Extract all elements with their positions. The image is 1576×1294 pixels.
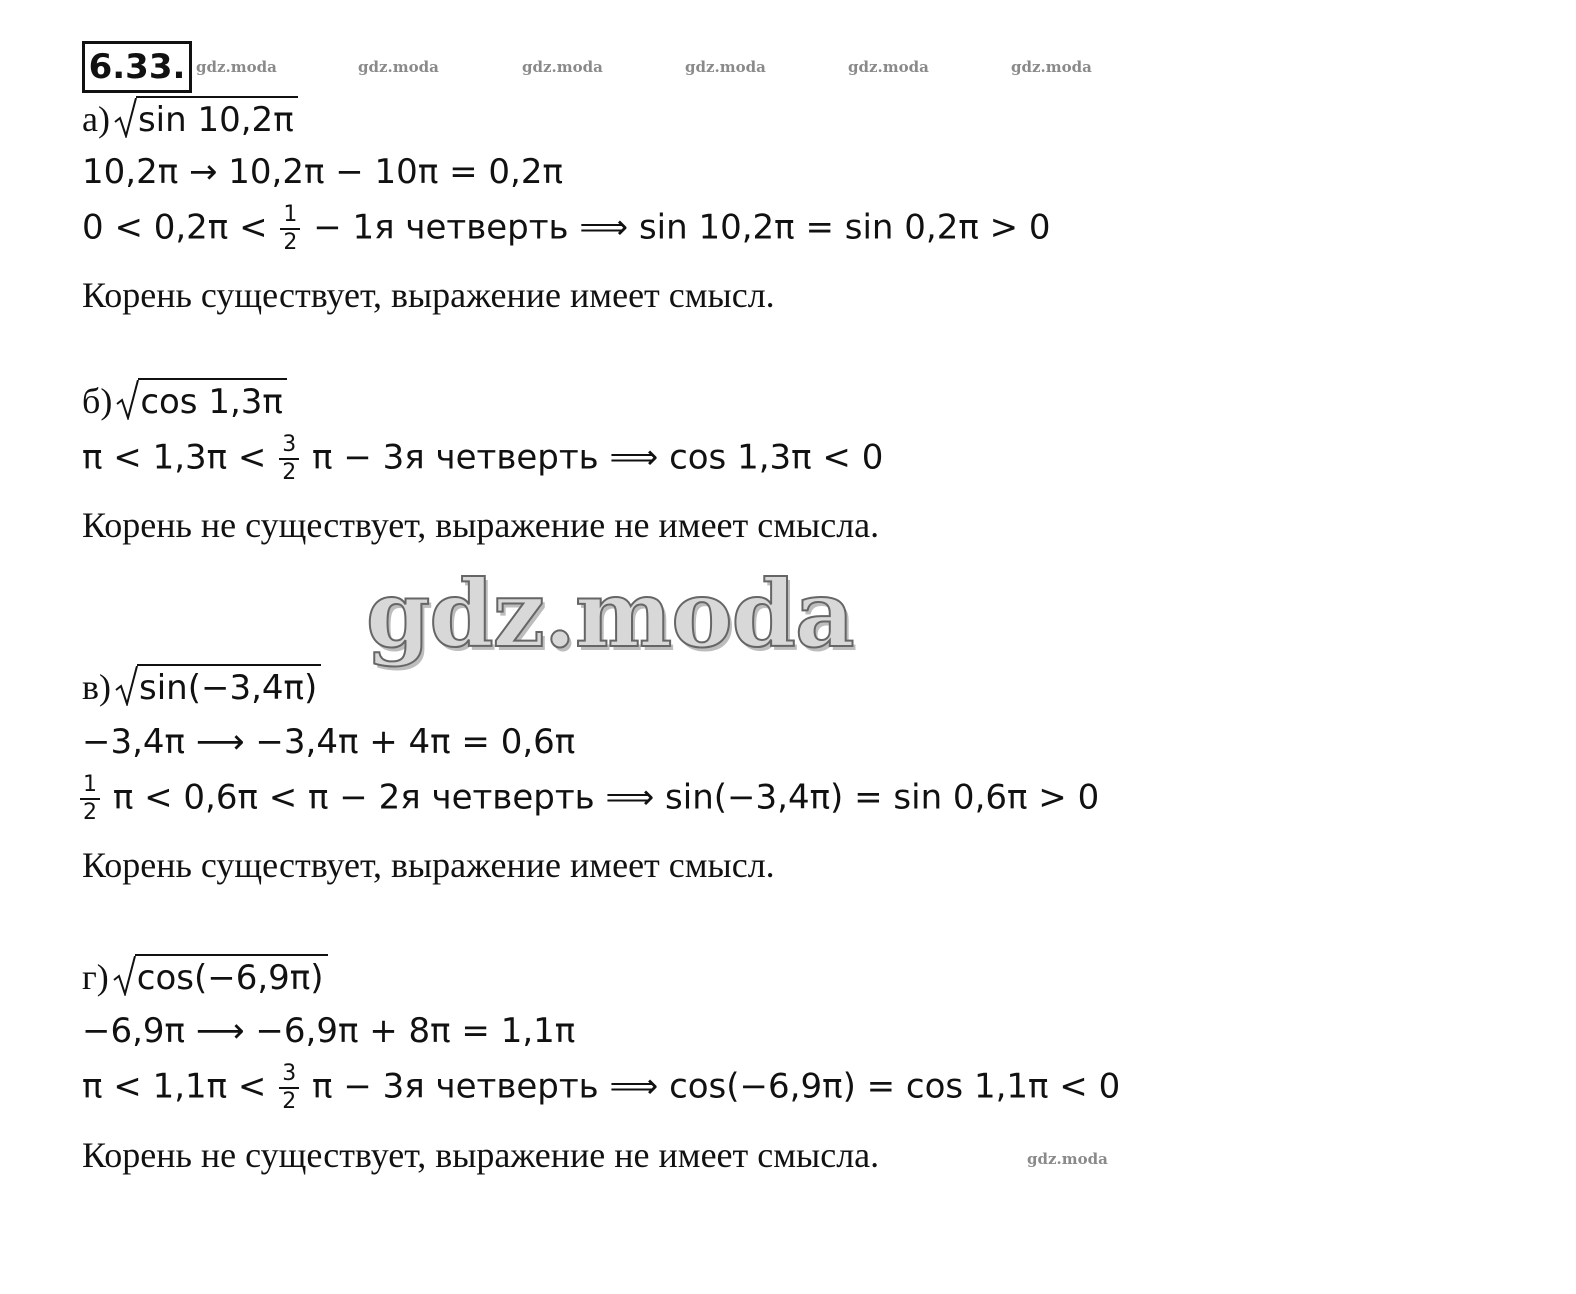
watermark-small: gdz.moda [848, 58, 929, 76]
part-v-heading [82, 664, 321, 708]
fraction-numerator: 1 [280, 204, 300, 230]
fraction-denominator: 2 [83, 800, 97, 825]
part-v-line1: −3,4π ⟶ −3,4π + 4π = 0,6π [82, 722, 576, 762]
watermark-small: gdz.moda [1027, 1150, 1108, 1168]
part-g-label: г) [82, 957, 109, 997]
fraction-denominator: 2 [282, 1089, 297, 1114]
part-b-heading [82, 378, 287, 422]
part-v-conclusion: Корень существует, выражение имеет смысл. [82, 845, 775, 885]
fraction-denominator: 2 [283, 230, 298, 255]
sqrt-icon [115, 666, 139, 706]
part-b-sqrt [116, 378, 287, 422]
part-a-conclusion: Корень существует, выражение имеет смысл. [82, 275, 775, 315]
part-v-label: в) [82, 667, 111, 707]
fraction-numerator: 3 [279, 434, 299, 460]
part-a-line2-pre: 0 < 0,2π < [82, 207, 268, 248]
part-g-sqrt [113, 954, 328, 998]
part-a-sqrt [114, 96, 298, 140]
part-g-line2 [82, 1063, 1120, 1113]
part-b-label: б) [82, 381, 113, 421]
watermark-small: gdz.moda [1011, 58, 1092, 76]
part-a-label: а) [82, 99, 110, 139]
part-b-conclusion: Корень не существует, выражение не имеет смысла. [82, 505, 880, 545]
sqrt-icon [116, 380, 140, 420]
part-g-heading [82, 954, 328, 998]
fraction-numerator: 3 [279, 1063, 299, 1089]
part-v-radicand: sin(−3,4π) [137, 664, 321, 708]
fraction-numerator: 1 [80, 774, 100, 800]
part-g-line2-pre: π < 1,1π < [82, 1066, 267, 1107]
fraction-denominator: 2 [282, 460, 297, 485]
part-a-line1: 10,2π → 10,2π − 10π = 0,2π [82, 152, 563, 192]
sqrt-icon [114, 98, 138, 138]
part-a-heading [82, 96, 298, 140]
part-g-fraction [279, 1063, 299, 1113]
part-b-radicand: cos 1,3π [138, 378, 287, 422]
part-v-sqrt [115, 664, 321, 708]
sqrt-icon [113, 956, 137, 996]
part-v-line2 [78, 774, 1099, 824]
problem-number: 6.33. [82, 41, 192, 93]
part-b-line2-post: π − 3я четверть ⟹ cos 1,3π < 0 [312, 437, 884, 478]
part-b-fraction [279, 434, 299, 484]
part-a-line2 [82, 204, 1051, 254]
part-b-line2-pre: π < 1,3π < [82, 437, 267, 478]
part-g-line1: −6,9π ⟶ −6,9π + 8π = 1,1π [82, 1011, 576, 1051]
part-v-line2-post: π < 0,6π < π − 2я четверть ⟹ sin(−3,4π) = sin 0,6π > 0 [112, 777, 1100, 818]
watermark-small: gdz.moda [196, 58, 277, 76]
part-g-conclusion: Корень не существует, выражение не имеет смысла. [82, 1135, 880, 1175]
part-a-line2-post: − 1я четверть ⟹ sin 10,2π = sin 0,2π > 0 [313, 207, 1051, 248]
part-v-fraction [80, 774, 100, 824]
watermark-small: gdz.moda [522, 58, 603, 76]
watermark-small: gdz.moda [358, 58, 439, 76]
part-g-line2-post: π − 3я четверть ⟹ cos(−6,9π) = cos 1,1π < 0 [312, 1066, 1121, 1107]
watermark-logo: gdz.moda [366, 560, 854, 668]
part-g-radicand: cos(−6,9π) [135, 954, 328, 998]
part-b-line2 [82, 434, 883, 484]
part-a-radicand: sin 10,2π [136, 96, 298, 140]
part-a-fraction [280, 204, 300, 254]
watermark-small: gdz.moda [685, 58, 766, 76]
